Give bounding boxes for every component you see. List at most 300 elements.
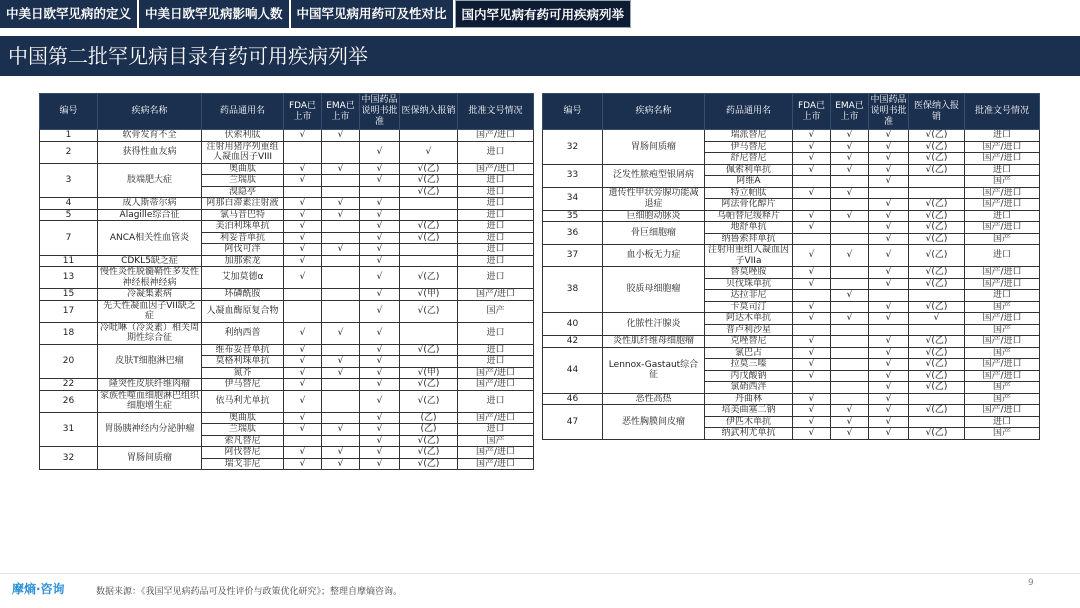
insurance-cell: √(乙) (909, 428, 965, 440)
approval-cell: 进口 (458, 356, 534, 368)
ema-cell: √ (831, 153, 869, 165)
china-label-cell: √ (360, 424, 400, 436)
china-label-cell: √ (869, 336, 909, 348)
approval-cell: 国产/进口 (458, 458, 534, 470)
table-row (543, 393, 1040, 405)
drug-cell: 依马利尤单抗 (202, 390, 284, 412)
approval-cell: 国产/进口 (965, 278, 1040, 290)
fda-cell: √ (793, 393, 831, 405)
disease-cell: 家族性噬血细胞淋巴组织细胞增生症 (98, 390, 202, 412)
ema-cell (831, 382, 869, 394)
drug-cell: 地舒单抗 (705, 222, 793, 234)
number-cell: 5 (40, 209, 98, 221)
disease-cell: 先天性凝血因子VII缺乏症 (98, 300, 202, 322)
header-disease: 疾病名称 (98, 94, 202, 130)
ema-cell (831, 393, 869, 405)
fda-cell: √ (793, 187, 831, 199)
table-row (543, 267, 1040, 279)
ema-cell: √ (831, 141, 869, 153)
drug-cell: 利纳西普 (202, 322, 284, 344)
fda-cell: √ (284, 412, 322, 424)
approval-cell: 进口 (458, 198, 534, 210)
number-cell: 11 (40, 255, 98, 267)
insurance-cell: √(乙) (909, 222, 965, 234)
china-label-cell: √ (869, 382, 909, 394)
ema-cell: √ (322, 424, 360, 436)
approval-cell: 进口 (965, 416, 1040, 428)
insurance-cell (400, 356, 458, 368)
approval-cell: 国产/进口 (965, 336, 1040, 348)
disease-cell: 冷吡啉（冷炎素）相关周期性综合征 (98, 322, 202, 344)
ema-cell (831, 176, 869, 188)
china-label-cell: √ (360, 232, 400, 244)
disease-table-left (39, 93, 534, 470)
china-label-cell: √ (869, 313, 909, 325)
table-row (40, 221, 534, 233)
table-row (543, 405, 1040, 417)
insurance-cell (400, 255, 458, 267)
fda-cell: √ (793, 428, 831, 440)
approval-cell: 国产/进口 (965, 267, 1040, 279)
header-approval: 批准文号情况 (965, 94, 1040, 130)
ema-cell (322, 344, 360, 356)
table-row (40, 379, 534, 391)
insurance-cell: √(甲) (400, 289, 458, 301)
drug-cell: 阿那白滞素注射液 (202, 198, 284, 210)
table-row (40, 344, 534, 356)
approval-cell: 国产/进口 (458, 289, 534, 301)
insurance-cell (400, 209, 458, 221)
fda-cell: √ (793, 370, 831, 382)
approval-cell: 国产/进口 (965, 141, 1040, 153)
number-cell: 1 (40, 130, 98, 142)
approval-cell: 进口 (458, 221, 534, 233)
header-approval: 批准文号情况 (458, 94, 534, 130)
number-cell: 26 (40, 390, 98, 412)
approval-cell: 国产/进口 (965, 199, 1040, 211)
approval-cell: 进口 (458, 209, 534, 221)
approval-cell: 进口 (965, 210, 1040, 222)
drug-cell: 佩索利单抗 (705, 164, 793, 176)
fda-cell: √ (284, 163, 322, 175)
drug-cell: 贝伐珠单抗 (705, 278, 793, 290)
ema-cell (831, 370, 869, 382)
disease-cell: 血小板无力症 (603, 245, 705, 267)
fda-cell (284, 300, 322, 322)
china-label-cell: √ (360, 379, 400, 391)
china-label-cell: √ (360, 435, 400, 447)
insurance-cell: (乙) (400, 424, 458, 436)
china-label-cell (360, 186, 400, 198)
fda-cell: √ (284, 255, 322, 267)
approval-cell: 国产/进口 (458, 447, 534, 459)
disease-cell: 胃肠间质瘤 (603, 130, 705, 165)
insurance-cell (400, 198, 458, 210)
china-label-cell: √ (360, 300, 400, 322)
disease-table-right (542, 93, 1040, 440)
ema-cell (322, 300, 360, 322)
drug-cell: 舒尼替尼 (705, 153, 793, 165)
table-row (40, 163, 534, 175)
fda-cell: √ (793, 359, 831, 371)
number-cell: 2 (40, 141, 98, 163)
approval-cell: 国产/进口 (458, 412, 534, 424)
disease-cell: 骨巨细胞瘤 (603, 222, 705, 245)
ema-cell (831, 347, 869, 359)
drug-cell: 维布妥昔单抗 (202, 344, 284, 356)
insurance-cell: √(乙) (400, 186, 458, 198)
number-cell: 36 (543, 222, 603, 245)
insurance-cell: √ (909, 313, 965, 325)
approval-cell: 进口 (458, 141, 534, 163)
disease-cell: ANCA相关性血管炎 (98, 221, 202, 256)
fda-cell: √ (793, 222, 831, 234)
insurance-cell: √(乙) (400, 163, 458, 175)
ema-cell: √ (322, 244, 360, 256)
disease-cell: 巨细胞动脉炎 (603, 210, 705, 222)
fda-cell: √ (793, 267, 831, 279)
table-row (543, 313, 1040, 325)
fda-cell (793, 290, 831, 302)
approval-cell: 国产/进口 (458, 379, 534, 391)
number-cell: 31 (40, 412, 98, 447)
fda-cell (284, 186, 322, 198)
approval-cell: 进口 (458, 244, 534, 256)
drug-cell: 阿达木单抗 (705, 313, 793, 325)
insurance-cell: √(乙) (909, 278, 965, 290)
fda-cell (284, 289, 322, 301)
header-insurance: 医保纳入报销 (400, 94, 458, 130)
drug-cell: 艾加莫德α (202, 267, 284, 289)
china-label-cell: √ (360, 390, 400, 412)
fda-cell (793, 382, 831, 394)
china-label-cell: √ (360, 356, 400, 368)
ema-cell: √ (322, 458, 360, 470)
china-label-cell: √ (869, 245, 909, 267)
ema-cell (322, 379, 360, 391)
drug-cell: 培美曲塞二钠 (705, 405, 793, 417)
drug-cell: 阿伐可泮 (202, 244, 284, 256)
table-row (40, 322, 534, 344)
china-label-cell: √ (869, 405, 909, 417)
fda-cell (284, 435, 322, 447)
approval-cell: 进口 (458, 424, 534, 436)
number-cell: 13 (40, 267, 98, 289)
approval-cell: 进口 (458, 344, 534, 356)
disease-cell: 获得性血友病 (98, 141, 202, 163)
fda-cell: √ (284, 458, 322, 470)
insurance-cell: √(乙) (909, 267, 965, 279)
header-ema: EMA已上市 (831, 94, 869, 130)
drug-cell: 伊马替尼 (202, 379, 284, 391)
page-title: 中国第二批罕见病目录有药可用疾病列举 (8, 44, 368, 68)
ema-cell: √ (831, 405, 869, 417)
approval-cell: 国产 (965, 393, 1040, 405)
ema-cell (831, 324, 869, 336)
approval-cell: 进口 (965, 130, 1040, 142)
drug-cell: 丙戊酸钠 (705, 370, 793, 382)
approval-cell: 进口 (965, 245, 1040, 267)
drug-cell: 兰瑞肽 (202, 424, 284, 436)
disease-cell: 胶质母细胞瘤 (603, 267, 705, 313)
number-cell: 42 (543, 336, 603, 348)
drug-cell: 阿法骨化醇片 (705, 199, 793, 211)
number-cell: 32 (40, 447, 98, 470)
china-label-cell: √ (869, 347, 909, 359)
disease-cell: 化脓性汗腺炎 (603, 313, 705, 336)
drug-cell: 瑞派替尼 (705, 130, 793, 142)
drug-cell: 伊匹木单抗 (705, 416, 793, 428)
tab-accessibility-comparison[interactable]: 中国罕见病用药可及性对比 (291, 0, 453, 28)
insurance-cell (909, 324, 965, 336)
fda-cell: √ (793, 416, 831, 428)
ema-cell: √ (322, 322, 360, 344)
page-number: 9 (1028, 578, 1034, 588)
insurance-cell: √(乙) (400, 390, 458, 412)
number-cell: 3 (40, 163, 98, 198)
insurance-cell (909, 176, 965, 188)
section-tabs (0, 0, 1080, 28)
header-china-label: 中国药品说明书批准 (869, 94, 909, 130)
disease-cell: 成人斯蒂尔病 (98, 198, 202, 210)
approval-cell: 国产/进口 (458, 367, 534, 379)
ema-cell (322, 390, 360, 412)
drug-cell: 丹曲林 (705, 393, 793, 405)
insurance-cell: √(乙) (909, 405, 965, 417)
insurance-cell (400, 130, 458, 142)
table-row (543, 347, 1040, 359)
ema-cell (322, 412, 360, 424)
number-cell: 46 (543, 393, 603, 405)
china-label-cell: √ (360, 367, 400, 379)
approval-cell: 进口 (458, 186, 534, 198)
fda-cell: √ (793, 336, 831, 348)
ema-cell (322, 175, 360, 187)
ema-cell (831, 222, 869, 234)
disease-cell: 炎性肌纤维母细胞瘤 (603, 336, 705, 348)
ema-cell: √ (831, 313, 869, 325)
table-row (543, 187, 1040, 199)
china-label-cell: √ (360, 447, 400, 459)
ema-cell (831, 233, 869, 245)
ema-cell (322, 141, 360, 163)
ema-cell (831, 267, 869, 279)
drug-cell: 美泊利珠单抗 (202, 221, 284, 233)
approval-cell: 进口 (458, 255, 534, 267)
disease-cell: 慢性炎性脱髓鞘性多发性神经根神经病 (98, 267, 202, 289)
insurance-cell: √(乙) (909, 301, 965, 313)
china-label-cell: √ (360, 175, 400, 187)
insurance-cell: √(乙) (400, 344, 458, 356)
fda-cell (793, 324, 831, 336)
china-label-cell: √ (869, 301, 909, 313)
china-label-cell: √ (360, 255, 400, 267)
ema-cell (322, 232, 360, 244)
china-label-cell: √ (869, 164, 909, 176)
china-label-cell: √ (869, 267, 909, 279)
fda-cell (284, 141, 322, 163)
insurance-cell: √(乙) (909, 210, 965, 222)
insurance-cell (400, 322, 458, 344)
ema-cell (831, 199, 869, 211)
ema-cell: √ (322, 163, 360, 175)
ema-cell: √ (831, 187, 869, 199)
ema-cell (322, 289, 360, 301)
approval-cell: 国产 (965, 347, 1040, 359)
table-header-row (40, 94, 534, 130)
drug-cell: 人凝血酶原复合物 (202, 300, 284, 322)
number-cell: 7 (40, 221, 98, 256)
fda-cell: √ (793, 278, 831, 290)
disease-cell: 冷凝集素病 (98, 289, 202, 301)
ema-cell: √ (322, 209, 360, 221)
number-cell: 32 (543, 130, 603, 165)
title-bar (0, 36, 1080, 76)
ema-cell: √ (831, 416, 869, 428)
ema-cell (831, 359, 869, 371)
disease-cell: Alagille综合征 (98, 209, 202, 221)
disease-cell: 软骨发育不全 (98, 130, 202, 142)
drug-cell: 特立帕肽 (705, 187, 793, 199)
fda-cell: √ (284, 367, 322, 379)
approval-cell: 国产/进口 (965, 313, 1040, 325)
table-row (543, 130, 1040, 142)
drug-cell: 环磷酰胺 (202, 289, 284, 301)
fda-cell: √ (284, 221, 322, 233)
approval-cell: 进口 (458, 322, 534, 344)
disease-cell: 恶性胸膜间皮瘤 (603, 405, 705, 440)
china-label-cell: √ (869, 141, 909, 153)
number-cell: 47 (543, 405, 603, 440)
insurance-cell: √(乙) (400, 221, 458, 233)
disease-cell: 皮肤T细胞淋巴瘤 (98, 344, 202, 379)
table-row (40, 255, 534, 267)
fda-cell (793, 199, 831, 211)
tab-definition[interactable]: 中美日欧罕见病的定义 (0, 0, 137, 28)
insurance-cell: (乙) (400, 412, 458, 424)
china-label-cell: √ (360, 412, 400, 424)
ema-cell: √ (831, 130, 869, 142)
approval-cell: 进口 (965, 290, 1040, 302)
tab-spacer (633, 0, 1080, 28)
tab-affected-population[interactable]: 中美日欧罕见病影响人数 (139, 0, 289, 28)
approval-cell: 国产/进口 (458, 130, 534, 142)
drug-cell: 索凡替尼 (202, 435, 284, 447)
insurance-cell: √(甲) (400, 367, 458, 379)
table-row (40, 289, 534, 301)
tab-available-drugs[interactable]: 国内罕见病有药可用疾病列举 (455, 0, 632, 28)
drug-cell: 阿伐替尼 (202, 447, 284, 459)
approval-cell: 进口 (458, 175, 534, 187)
china-label-cell: √ (869, 222, 909, 234)
fda-cell: √ (284, 344, 322, 356)
fda-cell: √ (793, 210, 831, 222)
fda-cell: √ (284, 209, 322, 221)
insurance-cell: √(乙) (400, 175, 458, 187)
fda-cell: √ (793, 301, 831, 313)
china-label-cell: √ (360, 209, 400, 221)
drug-cell: 卡莫司汀 (705, 301, 793, 313)
china-label-cell: √ (869, 233, 909, 245)
ema-cell: √ (322, 198, 360, 210)
china-label-cell: √ (869, 428, 909, 440)
fda-cell: √ (793, 130, 831, 142)
drug-cell: 拉莫三嗪 (705, 359, 793, 371)
ema-cell: √ (831, 428, 869, 440)
china-label-cell: √ (360, 458, 400, 470)
china-label-cell: √ (360, 289, 400, 301)
ema-cell: √ (831, 210, 869, 222)
drug-cell: 奥曲肽 (202, 163, 284, 175)
china-label-cell: √ (869, 416, 909, 428)
table-row (40, 130, 534, 142)
number-cell: 4 (40, 198, 98, 210)
fda-cell (793, 233, 831, 245)
table-row (40, 300, 534, 322)
insurance-cell: √(乙) (400, 379, 458, 391)
header-number: 编号 (543, 94, 603, 130)
ema-cell: √ (831, 245, 869, 267)
approval-cell: 进口 (458, 267, 534, 289)
disease-cell: 恶性高热 (603, 393, 705, 405)
china-label-cell: √ (360, 141, 400, 163)
insurance-cell: √(乙) (909, 336, 965, 348)
data-source-note: 数据来源：《我国罕见病药品可及性评价与政策优化研究》；整理自摩熵咨询。 (96, 587, 403, 597)
ema-cell: √ (322, 447, 360, 459)
insurance-cell: √(乙) (909, 233, 965, 245)
drug-cell: 普卢利沙星 (705, 324, 793, 336)
fda-cell: √ (284, 198, 322, 210)
insurance-cell: √(乙) (909, 245, 965, 267)
china-label-cell: √ (360, 267, 400, 289)
drug-cell: 纳武利尤单抗 (705, 428, 793, 440)
drug-cell: 注射用重组人凝血因子VIIa (705, 245, 793, 267)
fda-cell: √ (284, 379, 322, 391)
drug-cell: 注射用猪序列重组人凝血因子VIII (202, 141, 284, 163)
table-row (543, 210, 1040, 222)
fda-cell: √ (793, 313, 831, 325)
drug-cell: 氯马昔巴特 (202, 209, 284, 221)
approval-cell: 国产 (965, 301, 1040, 313)
china-label-cell (869, 187, 909, 199)
fda-cell: √ (284, 322, 322, 344)
ema-cell (322, 221, 360, 233)
table-row (40, 198, 534, 210)
disease-cell: 隆突性皮肤纤维肉瘤 (98, 379, 202, 391)
insurance-cell: √(乙) (909, 141, 965, 153)
china-label-cell: √ (360, 163, 400, 175)
fda-cell: √ (284, 447, 322, 459)
china-label-cell: √ (869, 370, 909, 382)
drug-cell: 纳鲁索拜单抗 (705, 233, 793, 245)
approval-cell: 国产/进口 (458, 163, 534, 175)
fda-cell: √ (284, 267, 322, 289)
approval-cell: 进口 (965, 164, 1040, 176)
disease-cell: 胃肠胰神经内分泌肿瘤 (98, 412, 202, 447)
number-cell: 40 (543, 313, 603, 336)
insurance-cell: √(乙) (909, 130, 965, 142)
drug-cell: 溴隐亭 (202, 186, 284, 198)
number-cell: 15 (40, 289, 98, 301)
number-cell: 37 (543, 245, 603, 267)
drug-cell: 莫格利珠单抗 (202, 356, 284, 368)
china-label-cell: √ (360, 221, 400, 233)
fda-cell: √ (284, 424, 322, 436)
approval-cell: 国产 (965, 382, 1040, 394)
header-ema: EMA已上市 (322, 94, 360, 130)
table-row (543, 222, 1040, 234)
header-insurance: 医保纳入报销 (909, 94, 965, 130)
